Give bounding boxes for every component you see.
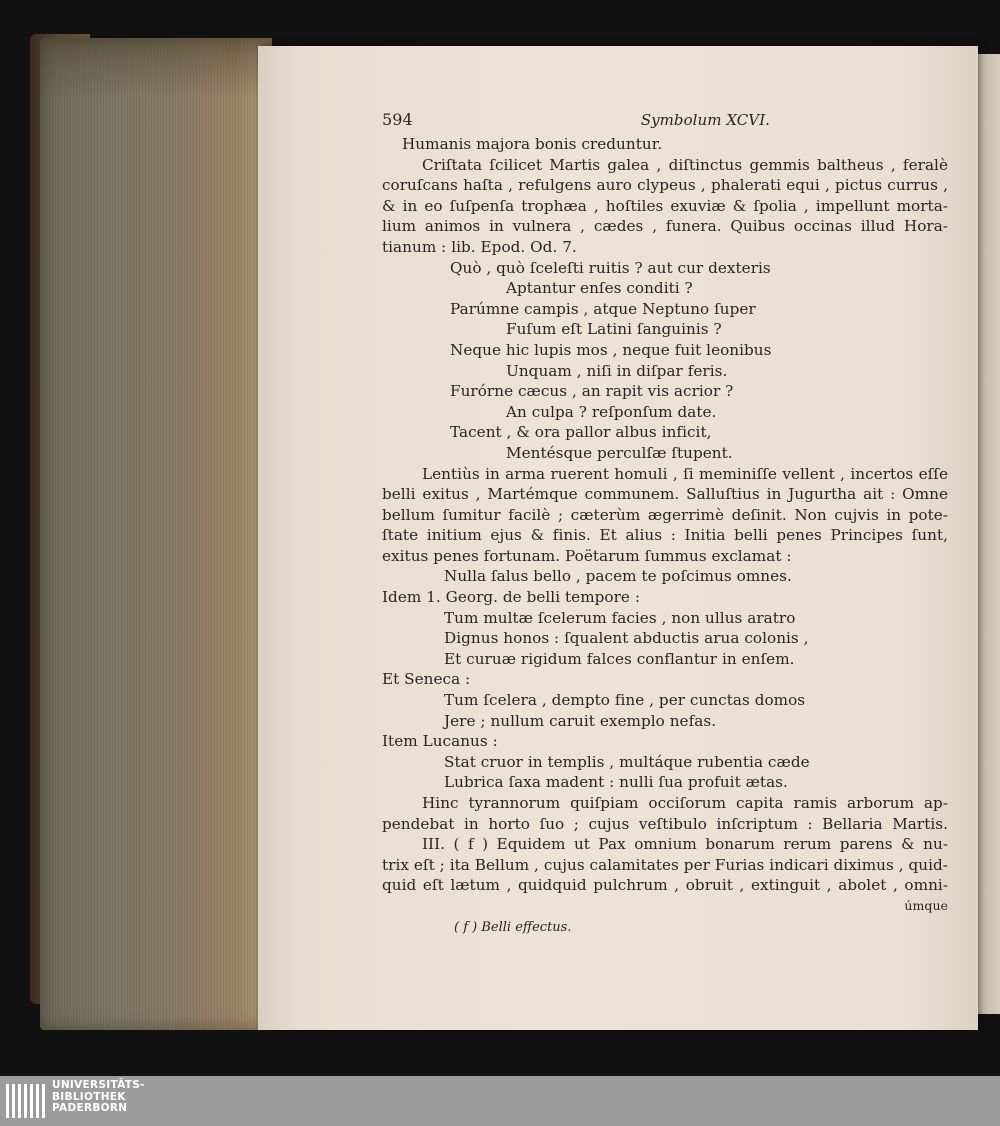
text-line: Tacent , & ora pallor albus inficit, xyxy=(450,423,712,442)
page-header xyxy=(382,110,948,134)
text-line: Humanis majora bonis creduntur. xyxy=(402,135,663,153)
text-line: Fuſum eſt Latini ſanguinis ? xyxy=(506,320,722,339)
text-line: tianum : lib. Epod. Od. 7. xyxy=(382,237,577,256)
facing-page-edge xyxy=(978,54,1000,1014)
library-name-line: PADERBORN xyxy=(52,1102,128,1114)
text-line: Lubrica ſaxa madent : nulli ſua profuit ætas. xyxy=(444,773,788,792)
text-line: Furórne cæcus , an rapit vis acrior ? xyxy=(450,382,734,401)
text-line: Et curuæ rigidum falces conflantur in enſem. xyxy=(444,649,795,668)
text-line: Idem 1. Georg. de belli tempore : xyxy=(382,588,641,607)
text-line: Aptantur enſes conditi ? xyxy=(506,279,693,298)
text-line: Stat cruor in templis , multáque rubentia cæde xyxy=(444,752,810,771)
library-name-line: UNIVERSITÄTS- xyxy=(52,1079,145,1091)
text-line: pendebat in horto ſuo ; cujus veſtibulo inſcriptum : Bellaria Martis. xyxy=(382,814,948,833)
text-line: trix eſt ; ita Bellum , cujus calamitates per Furias indicari diximus , quid- xyxy=(382,855,948,874)
text-line: Dignus honos : ſqualent abductis arua colonis , xyxy=(444,629,809,648)
library-name-line: BIBLIOTHEK xyxy=(52,1090,126,1103)
text-lines xyxy=(382,134,948,896)
page-text-block xyxy=(382,110,948,917)
text-line: Tum multæ ſcelerum facies , non ullus aratro xyxy=(444,608,796,627)
text-line: Hinc tyrannorum quiſpiam occiſorum capita ramis arborum ap- xyxy=(422,794,948,812)
text-line: Tum ſcelera , dempto fine , per cunctas domos xyxy=(444,691,806,710)
text-line: Jere ; nullum caruit exemplo nefas. xyxy=(444,711,717,730)
footnote: ( f ) Belli effectus. xyxy=(454,920,572,935)
catchword: úmque xyxy=(904,897,948,913)
text-line: Criſtata ſcilicet Martis galea , diſtinctus gemmis baltheus , feralè xyxy=(422,155,948,174)
library-footer-bar xyxy=(0,1076,1000,1126)
text-line: Et Seneca : xyxy=(382,670,471,689)
library-logo-icon xyxy=(6,1084,46,1118)
text-line: Mentésque perculſæ ſtupent. xyxy=(506,443,733,462)
text-line: belli exitus , Martémque communem. Salluſtius in Jugurtha ait : Omne xyxy=(382,485,948,504)
text-line: Quò , quò ſceleſti ruitis ? aut cur dexteris xyxy=(450,258,771,277)
text-line: Parúmne campis , atque Neptuno ſuper xyxy=(450,299,756,318)
text-line: exitus penes fortunam. Poëtarum ſummus exclamat : xyxy=(382,546,792,565)
text-line: Unquam , niſi in diſpar feris. xyxy=(506,361,728,380)
library-logo-text xyxy=(52,1080,145,1115)
text-line: Item Lucanus : xyxy=(382,732,498,751)
text-line: ſtate initium ejus & finis. Et alius : Initia belli penes Principes ſunt, xyxy=(382,526,948,545)
text-line: lium animos in vulnera , cædes , funera. Quibus occinas illud Hora- xyxy=(382,217,948,236)
text-line: coruſcans haſta , refulgens auro clypeus , phalerati equi , pictus currus , xyxy=(382,176,948,195)
running-head: Symbolum XCVI. xyxy=(640,111,770,129)
text-line: III. ( f ) Equidem ut Pax omnium bonarum rerum parens & nu- xyxy=(422,835,948,854)
text-line: Lentiùs in arma ruerent homuli , ſi meminiſſe vellent , incertos eſſe xyxy=(422,464,948,483)
text-line: bellum ſumitur facilè ; cæterùm ægerrimè deſinit. Non cujvis in pote- xyxy=(382,505,948,524)
page-number: 594 xyxy=(382,110,413,129)
text-line: & in eo ſuſpenſa trophæa , hoſtiles exuviæ & ſpolia , impellunt morta- xyxy=(382,196,948,215)
text-line: An culpa ? reſponſum date. xyxy=(506,402,717,421)
text-line: Neque hic lupis mos , neque fuit leonibus xyxy=(450,340,772,359)
page-block-edge xyxy=(40,38,272,1030)
text-line: quid eſt lætum , quidquid pulchrum , obruit , extinguit , abolet , omni- xyxy=(382,876,948,895)
text-line: Nulla ſalus bello , pacem te poſcimus omnes. xyxy=(444,567,792,586)
